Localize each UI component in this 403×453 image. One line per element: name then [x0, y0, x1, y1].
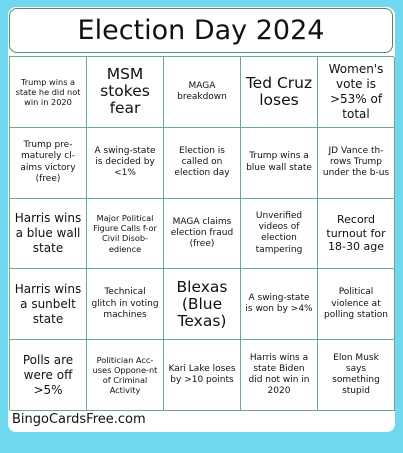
bingo-cell[interactable]: A swing-state is won by >4%	[241, 269, 318, 340]
bingo-cell[interactable]: Ted Cruz loses	[241, 57, 318, 128]
bingo-cell[interactable]: Political violence at polling station	[318, 269, 395, 340]
bingo-grid	[9, 56, 394, 410]
bingo-cell[interactable]: Polls are were off >5%	[10, 340, 87, 411]
bingo-cell[interactable]: JD Vance th-rows Trump under the b-us	[318, 128, 395, 199]
bingo-cell[interactable]: Major Political Figure Calls f-or Civil Disob-edience	[87, 199, 164, 270]
bingo-card	[8, 7, 395, 432]
bingo-cell[interactable]: Harris wins a sunbelt state	[10, 269, 87, 340]
bingo-cell[interactable]: Record turnout for 18-30 age	[318, 199, 395, 270]
bingo-cell[interactable]: MAGA claims election fraud (free)	[164, 199, 241, 270]
bingo-cell[interactable]: Women's vote is >53% of total	[318, 57, 395, 128]
bingo-cell[interactable]: MSM stokes fear	[87, 57, 164, 128]
bingo-cell[interactable]: Trump wins a state he did not win in 2020	[10, 57, 87, 128]
bingo-cell[interactable]: A swing-state is decided by <1%	[87, 128, 164, 199]
bingo-cell[interactable]: Trump wins a blue wall state	[241, 128, 318, 199]
bingo-cell[interactable]: Harris wins a state Biden did not win in 2020	[241, 340, 318, 411]
bingo-cell[interactable]: Technical glitch in voting machines	[87, 269, 164, 340]
bingo-cell[interactable]: Blexas (Blue Texas)	[164, 269, 241, 340]
bingo-cell[interactable]: Politician Acc-uses Oppone-nt of Criminal Activity	[87, 340, 164, 411]
footer-site-label: BingoCardsFree.com	[12, 412, 146, 427]
bingo-cell[interactable]: MAGA breakdown	[164, 57, 241, 128]
bingo-cell[interactable]: Elon Musk says something stupid	[318, 340, 395, 411]
bingo-cell[interactable]: Kari Lake loses by >10 points	[164, 340, 241, 411]
bingo-cell[interactable]: Trump pre-maturely cl-aims victory (free)	[10, 128, 87, 199]
bingo-cell[interactable]: Election is called on election day	[164, 128, 241, 199]
bingo-cell[interactable]: Unverified videos of election tampering	[241, 199, 318, 270]
card-title: Election Day 2024	[9, 8, 393, 53]
bingo-cell[interactable]: Harris wins a blue wall state	[10, 199, 87, 270]
